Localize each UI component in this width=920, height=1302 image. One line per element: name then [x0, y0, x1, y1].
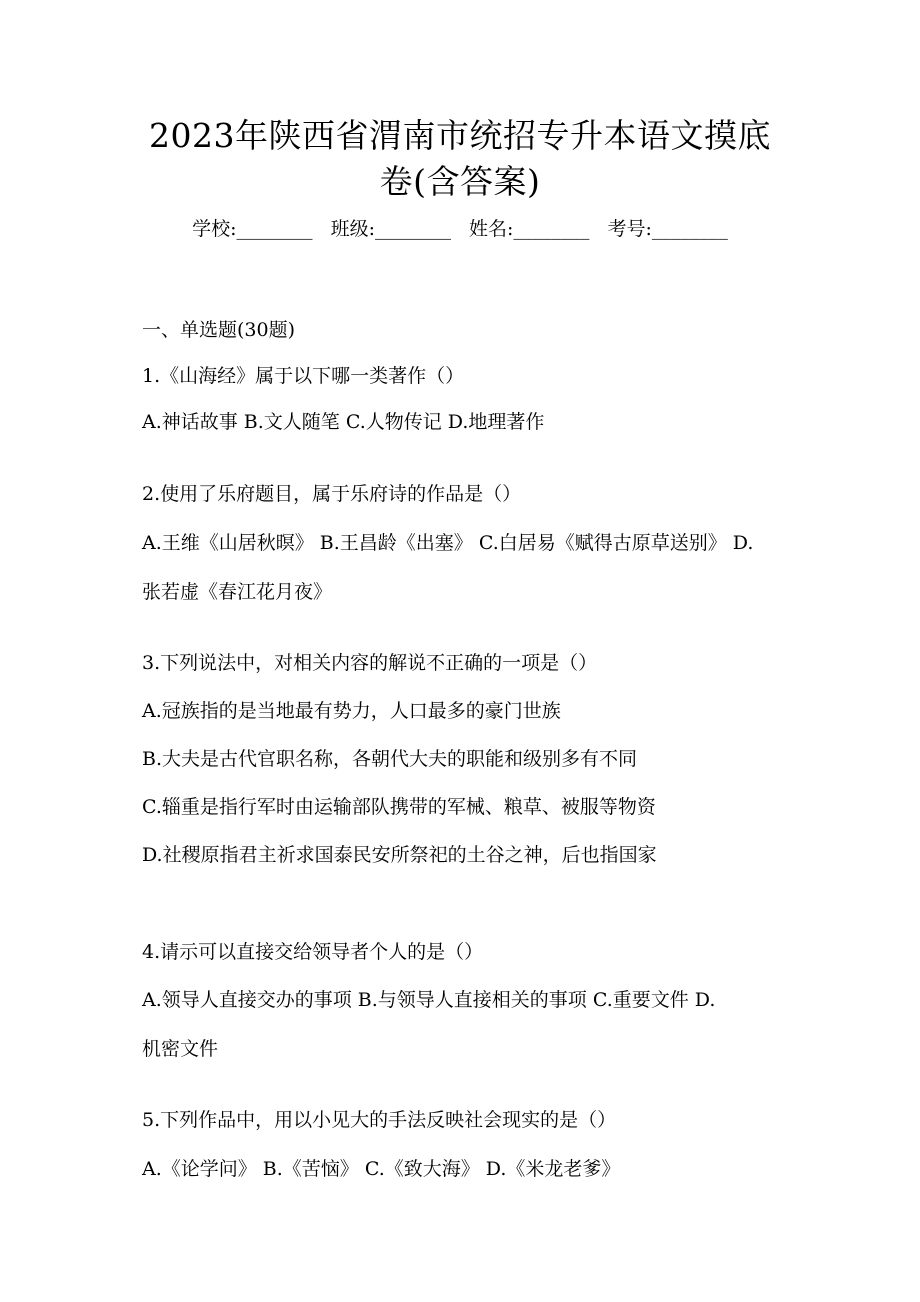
question-options: A.神话故事 B.文人随笔 C.人物传记 D.地理著作	[142, 411, 545, 433]
question-options: B.大夫是古代官职名称，各朝代大夫的职能和级别多有不同	[142, 748, 638, 770]
exam-title-line-2: 卷(含答案)	[379, 162, 541, 201]
question-options: A.领导人直接交办的事项 B.与领导人直接相关的事项 C.重要文件 D.	[142, 989, 716, 1011]
question-options: C.辎重是指行军时由运输部队携带的军械、粮草、被服等物资	[142, 796, 656, 818]
question-options: 张若虚《春江花月夜》	[142, 581, 333, 603]
question-stem: 4.请示可以直接交给领导者个人的是（）	[142, 941, 484, 963]
question-stem: 5.下列作品中，用以小见大的手法反映社会现实的是（）	[142, 1109, 617, 1131]
question-stem: 2.使用了乐府题目，属于乐府诗的作品是（）	[142, 483, 522, 505]
school-field: 学校:________	[192, 218, 313, 240]
exam-title-line-1: 2023年陕西省渭南市统招专升本语文摸底	[149, 116, 771, 155]
question-stem: 1.《山海经》属于以下哪一类著作（）	[142, 365, 465, 387]
question-stem: 3.下列说法中，对相关内容的解说不正确的一项是（）	[142, 652, 598, 674]
question-options: D.社稷原指君主祈求国泰民安所祭祀的土谷之神，后也指国家	[142, 844, 657, 866]
section-heading: 一、单选题(30题)	[142, 319, 296, 341]
question-options: A.《论学问》 B.《苦恼》 C.《致大海》 D.《米龙老爹》	[142, 1158, 621, 1180]
name-field: 姓名:________	[469, 218, 590, 240]
question-options: A.冠族指的是当地最有势力，人口最多的豪门世族	[142, 700, 561, 722]
class-field: 班级:________	[330, 218, 451, 240]
exam-number-field: 考号:________	[607, 218, 728, 240]
question-options: A.王维《山居秋暝》 B.王昌龄《出塞》 C.白居易《赋得古原草送别》 D.	[142, 532, 754, 554]
student-info-fields	[60, 214, 860, 244]
question-options: 机密文件	[142, 1038, 219, 1060]
